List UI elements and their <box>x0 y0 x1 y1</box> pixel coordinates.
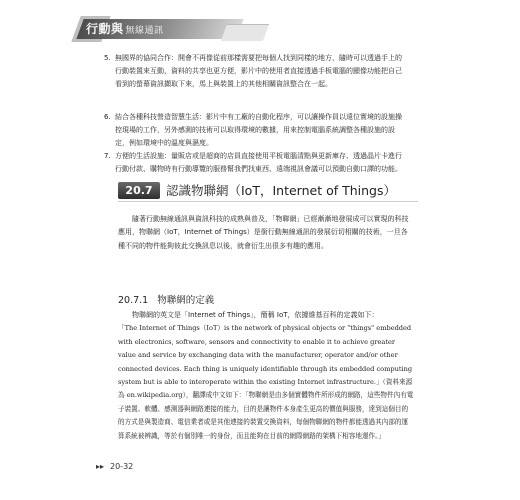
list-item-text: 無國界的協同合作：開會不再像從前那樣需要把每個人找到同樣的地方，隨時可以透過手上的行動裝置來互動，資料的共享也更方便，影片中的使用者直接透過手板電腦的顯像功能把自己看到的螢幕資訊擷取下來，馬上與裝置上的其他相關資訊整合在一起。 <box>115 54 402 89</box>
list-item-number: 6. <box>104 113 111 121</box>
list-item-5 <box>104 52 405 92</box>
banner-decor-right <box>221 24 269 41</box>
subsection-heading <box>118 292 214 306</box>
section-number-badge: 20.7 <box>118 182 160 199</box>
definition-paragraph <box>118 309 414 443</box>
section-title: 認識物聯網（IoT，Internet of Things） <box>166 183 396 198</box>
chapter-title-sub: 無線通訊 <box>125 26 164 36</box>
section-divider <box>118 201 418 202</box>
section-intro-paragraph <box>118 213 414 253</box>
list-item-7 <box>104 150 405 176</box>
section-intro-text: 隨著行動無線通訊與資訊科技的成熟與普及，「物聯網」已經漸漸地發展成可以實現的科技應用，物聯網（IoT，Internet of Things）是銜行動無線通訊的發展衍切相關的技術，一旦各種不同的物件能夠彼此交換訊息以後，就會衍生出很多有趣的應用。 <box>118 215 409 250</box>
chapter-header-title <box>86 20 164 37</box>
subsection-number: 20.7.1 <box>118 295 149 306</box>
list-item-number: 7. <box>104 152 111 160</box>
page-number: 20-32 <box>110 462 134 471</box>
definition-quote: 「The Internet of Things（IoT）is the network of physical objects or "things" embedded with electronics, software, sensors and connectivity to enable it to achieve greater value and service by exchanging data with the manufacturer, operator and/or other connected devices. Each thing is uniquely identifiable through its embedded computing system but is able to interoperate within the existing Internet infrastructure.」（資料來源為 en.wikipedia.org），翻譯成中文如下：「物聯網是由多個實體物件所形成的網路，這些物件內有電子裝置、軟體、感測器與網路連接的能力，目的是讓物件本身產生更高的價值與服務，達到這個目的的方式是與製造商、電信業者或是其他連接的裝置交換資料，每個物聯網的物件都能透過其內部的運算系統被辨識，等於有個別唯一的身份，而且能夠在目前的網際網路的架構下相容地運作。」 <box>118 324 414 440</box>
subsection-title: 物聯網的定義 <box>157 295 215 306</box>
definition-intro-line: 物聯網的英文是「Internet of Things」，簡稱 IoT，依據維基百科的定義如下： <box>132 311 379 319</box>
list-item-6 <box>104 111 405 151</box>
page-footer-arrows: ▸▸ <box>96 462 105 471</box>
list-item-number: 5. <box>104 54 111 62</box>
list-item-text: 結合各種科技營造智慧生活：影片中有工廠的自動化程序，可以讓操作員以遠位實境的設施操控現場的工作，另外感測的技術可以取得環境的數據，用來控制電腦系統調整各種設施的設定，例如環境中的溫度與濕度。 <box>115 113 402 148</box>
chapter-title-main: 行動與 <box>86 22 124 36</box>
list-item-text: 方便的生活設施：量販店或是超商的店員直接使用平板電腦清點與更新庫存、透過晶片卡進行行動付款、購物時有行動導覽的服務幫我們找東西、遠端視訊會議可以預動自動口譯的功能。 <box>115 152 402 174</box>
